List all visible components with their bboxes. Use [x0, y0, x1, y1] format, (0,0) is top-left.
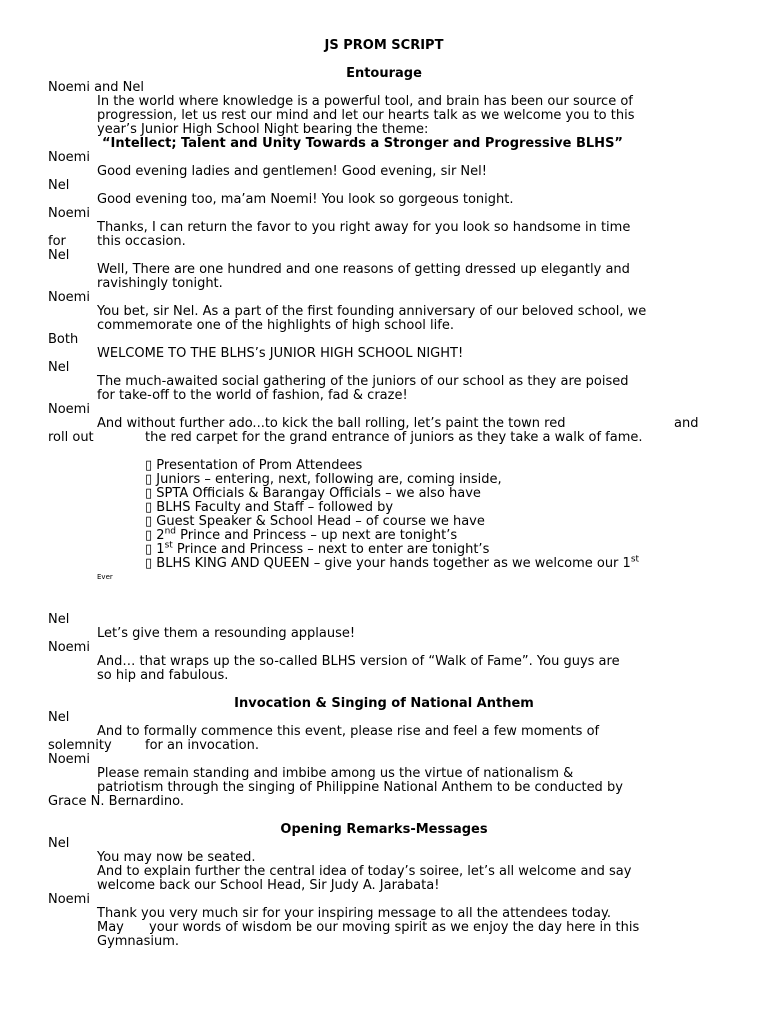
script-line: this occasion.: [97, 234, 186, 249]
section-heading-entourage: Entourage: [346, 66, 422, 81]
missing-glyph-box-icon: ▯: [145, 472, 153, 487]
list-item-text: 2: [156, 528, 165, 543]
ordinal-suffix: st: [164, 540, 173, 551]
script-line: the red carpet for the grand entrance of juniors as they take a walk of fame.: [145, 430, 643, 445]
script-line-fragment: solemnity: [48, 738, 112, 753]
section-heading-opening-remarks: Opening Remarks-Messages: [280, 822, 488, 837]
list-item: [145, 515, 485, 529]
list-item-text: BLHS Faculty and Staff – followed by: [156, 500, 394, 515]
list-item-text: 1: [156, 542, 165, 557]
script-line: Thank you very much sir for your inspiring message to all the attendees today.: [97, 906, 611, 921]
ordinal-suffix: nd: [164, 526, 176, 537]
script-line: You bet, sir Nel. As a part of the first founding anniversary of our beloved school, we: [97, 304, 647, 319]
speaker-label: Nel: [48, 836, 70, 851]
list-item-text: Juniors – entering, next, following are, coming inside,: [156, 472, 502, 487]
missing-glyph-box-icon: ▯: [145, 514, 153, 529]
script-line: commemorate one of the highlights of high school life.: [97, 318, 454, 333]
speaker-label: Noemi: [48, 402, 90, 417]
list-item: [145, 459, 362, 473]
list-item: [145, 554, 640, 571]
missing-glyph-box-icon: ▯: [145, 486, 153, 501]
script-line: for an invocation.: [145, 738, 259, 753]
speaker-label: Both: [48, 332, 79, 347]
script-line: Grace N. Bernardino.: [48, 794, 184, 809]
script-line-fragment: roll out: [48, 430, 94, 445]
list-item-text: Guest Speaker & School Head – of course we have: [156, 514, 485, 529]
list-item: [145, 501, 393, 515]
prom-theme: “Intellect; Talent and Unity Towards a Stronger and Progressive BLHS”: [102, 136, 623, 151]
document-title: JS PROM SCRIPT: [324, 38, 444, 53]
script-line: You may now be seated.: [97, 850, 256, 865]
ordinal-suffix: st: [630, 554, 640, 565]
script-line: Thanks, I can return the favor to you right away for you look so handsome in time: [97, 220, 631, 235]
list-item: [145, 487, 481, 501]
speaker-label: Nel: [48, 612, 70, 627]
script-line-fragment: for: [48, 234, 66, 249]
script-line: patriotism through the singing of Philippine National Anthem to be conducted by: [97, 780, 623, 795]
list-item: [145, 540, 490, 557]
speaker-label: Noemi: [48, 892, 90, 907]
speaker-label: Noemi and Nel: [48, 80, 145, 95]
missing-glyph-box-icon: ▯: [145, 542, 153, 557]
list-item-text: SPTA Officials & Barangay Officials – we also have: [156, 486, 481, 501]
missing-glyph-box-icon: ▯: [145, 556, 153, 571]
speaker-label: Noemi: [48, 290, 90, 305]
script-line: welcome back our School Head, Sir Judy A. Jarabata!: [97, 878, 440, 893]
speaker-label: Noemi: [48, 206, 90, 221]
script-line: your words of wisdom be our moving spirit as we enjoy the day here in this: [149, 920, 640, 935]
script-line: And… that wraps up the so-called BLHS version of “Walk of Fame”. You guys are: [97, 654, 620, 669]
script-line-fragment: and: [674, 416, 699, 431]
script-line: Let’s give them a resounding applause!: [97, 626, 356, 641]
speaker-label: Noemi: [48, 640, 90, 655]
speaker-label: Nel: [48, 178, 70, 193]
script-line: for take-off to the world of fashion, fad & craze!: [97, 388, 408, 403]
list-item-text: Prince and Princess – up next are tonight’s: [176, 528, 458, 543]
list-item-text: BLHS KING AND QUEEN – give your hands together as we welcome our 1: [156, 556, 631, 571]
speaker-label: Noemi: [48, 752, 90, 767]
speaker-label: Nel: [48, 248, 70, 263]
script-line: And to formally commence this event, please rise and feel a few moments of: [97, 724, 600, 739]
script-line: progression, let us rest our mind and let our hearts talk as we welcome you to this: [97, 108, 635, 123]
section-heading-invocation: Invocation & Singing of National Anthem: [234, 696, 534, 711]
script-line: ravishingly tonight.: [97, 276, 223, 291]
small-note: Ever: [97, 573, 113, 581]
speaker-label: Noemi: [48, 150, 90, 165]
script-line: And without further ado...to kick the ball rolling, let’s paint the town red: [97, 416, 566, 431]
list-item-text: Presentation of Prom Attendees: [156, 458, 363, 473]
list-item-text: Prince and Princess – next to enter are tonight’s: [172, 542, 490, 557]
script-line: In the world where knowledge is a powerful tool, and brain has been our source of: [97, 94, 633, 109]
script-line: year’s Junior High School Night bearing the theme:: [97, 122, 429, 137]
script-line: Please remain standing and imbibe among us the virtue of nationalism &: [97, 766, 574, 781]
script-line: Good evening too, ma’am Noemi! You look so gorgeous tonight.: [97, 192, 514, 207]
speaker-label: Nel: [48, 360, 70, 375]
missing-glyph-box-icon: ▯: [145, 528, 153, 543]
script-line: so hip and fabulous.: [97, 668, 229, 683]
script-line: Gymnasium.: [97, 934, 180, 949]
script-line: WELCOME TO THE BLHS’s JUNIOR HIGH SCHOOL NIGHT!: [97, 346, 464, 361]
script-line: The much-awaited social gathering of the juniors of our school as they are poised: [97, 374, 629, 389]
list-item: [145, 526, 458, 543]
script-line: And to explain further the central idea of today’s soiree, let’s all welcome and say: [97, 864, 632, 879]
script-line-fragment: May: [97, 920, 124, 935]
list-item: [145, 473, 502, 487]
script-line: Good evening ladies and gentlemen! Good evening, sir Nel!: [97, 164, 487, 179]
missing-glyph-box-icon: ▯: [145, 458, 153, 473]
missing-glyph-box-icon: ▯: [145, 500, 153, 515]
speaker-label: Nel: [48, 710, 70, 725]
script-line: Well, There are one hundred and one reasons of getting dressed up elegantly and: [97, 262, 630, 277]
